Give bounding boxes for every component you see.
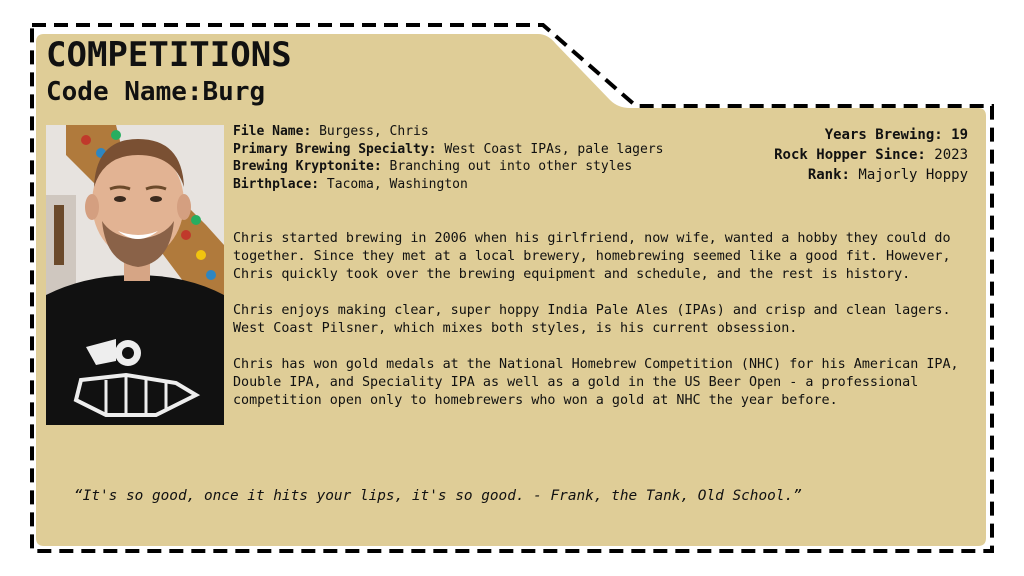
stat-label: Rock Hopper Since: [774, 147, 926, 163]
stat-value: Majorly Hoppy [858, 167, 968, 183]
bio-paragraph: Chris started brewing in 2006 when his girlfriend, now wife, wanted a hobby they could do together. Since they met at a local brewery, homebrewing seemed like a good fit. However, Chris quickly took over the brewing equipment and schedule, and the rest is history. [233, 231, 951, 282]
bio-section [233, 230, 973, 428]
stat-years-brewing [774, 125, 968, 145]
detail-label: Birthplace: [233, 177, 320, 193]
code-name: Code Name:Burg [46, 77, 266, 107]
stat-rank [774, 165, 968, 185]
profile-details [233, 123, 733, 194]
detail-row-specialty [233, 141, 733, 159]
profile-stats [774, 125, 968, 185]
stat-rock-hopper-since [774, 145, 968, 165]
bio-paragraph: Chris enjoys making clear, super hoppy India Pale Ales (IPAs) and crisp and clean lagers. West Coast Pilsner, which mixes both styles, is his current obsession. [233, 303, 951, 336]
profile-photo [46, 125, 224, 425]
detail-value: Burgess, Chris [319, 124, 429, 139]
detail-label: Primary Brewing Specialty: [233, 141, 437, 157]
detail-value: Branching out into other styles [389, 159, 633, 175]
detail-label: File Name: [233, 124, 312, 139]
stat-value: 2023 [934, 147, 968, 163]
favorite-quote: “It's so good, once it hits your lips, it's so good. - Frank, the Tank, Old School.” [74, 488, 802, 504]
portrait-illustration [46, 125, 224, 425]
page-title: COMPETITIONS [46, 35, 292, 75]
detail-value: West Coast IPAs, pale lagers [444, 141, 664, 157]
detail-row-birthplace [233, 176, 733, 194]
detail-row-kryptonite [233, 158, 733, 176]
stat-value: 19 [951, 127, 968, 143]
detail-value: Tacoma, Washington [326, 177, 468, 193]
stat-label: Rank: [807, 167, 850, 183]
bio-paragraph: Chris has won gold medals at the National Homebrew Competition (NHC) for his American IPA, Double IPA, and Speciality IPA as well as a gold in the US Beer Open - a professional competition open only to homebrewers who won a gold at NHC the year before. [233, 357, 959, 408]
detail-row-file-name [233, 123, 733, 141]
detail-label: Brewing Kryptonite: [233, 159, 382, 175]
stat-label: Years Brewing: [824, 127, 943, 143]
